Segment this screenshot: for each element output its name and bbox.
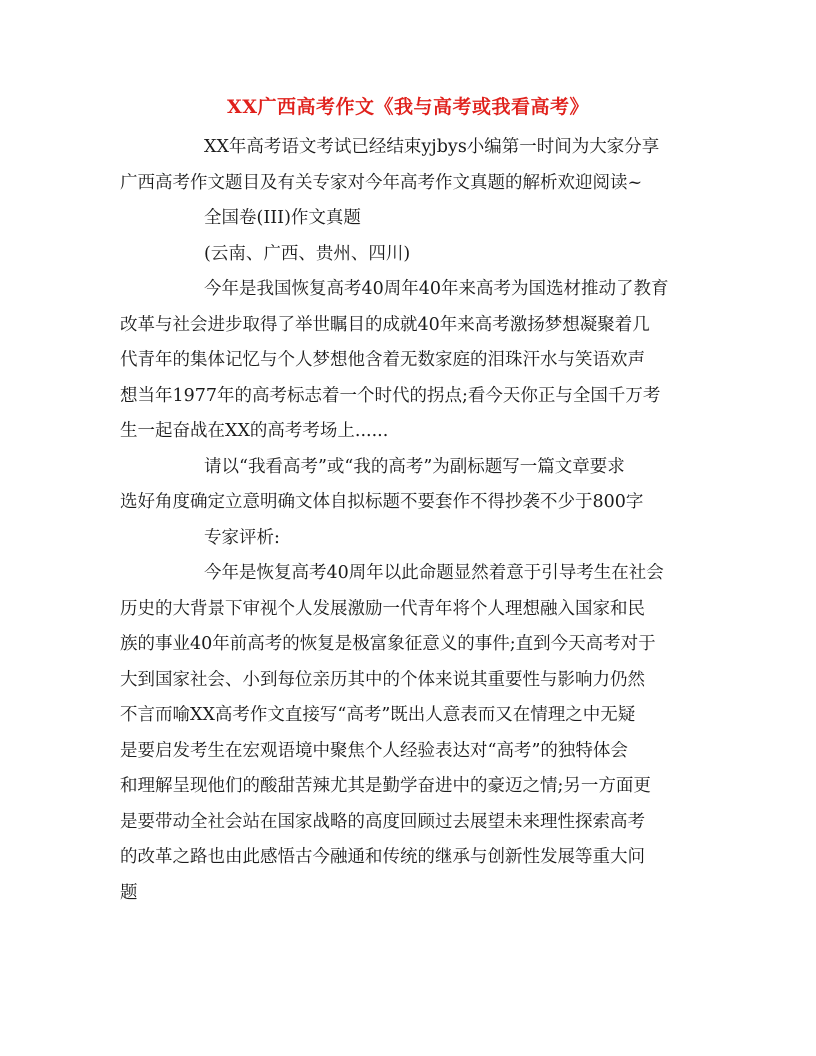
body-line: 是要带动全社会站在国家战略的高度回顾过去展望未来理性探索高考 [120, 811, 645, 832]
body-line: XX年高考语文考试已经结束yjbys小编第一时间为大家分享 [204, 137, 660, 157]
body-line: 请以“我看高考”或“我的高考”为副标题写一篇文章要求 [204, 456, 625, 477]
body-line: 题 [120, 882, 138, 903]
body-line: 历史的大背景下审视个人发展激励一代青年将个人理想融入国家和民 [120, 598, 645, 619]
body-line: 想当年1977年的高考标志着一个时代的拐点;看今天你正与全国千万考 [120, 385, 661, 406]
body-line: 今年是恢复高考40周年以此命题显然着意于引导考生在社会 [204, 563, 664, 583]
document-body [120, 130, 696, 911]
body-line: 专家评析: [204, 527, 280, 548]
body-line: 代青年的集体记忆与个人梦想他含着无数家庭的泪珠汗水与笑语欢声 [120, 350, 645, 370]
body-line: 是要启发考生在宏观语境中聚焦个人经验表达对“高考”的独特体会 [120, 740, 628, 761]
body-line: 族的事业40年前高考的恢复是极富象征意义的事件;直到今天高考对于 [120, 634, 656, 654]
document-title: XX广西高考作文《我与高考或我看高考》 [227, 96, 589, 118]
body-line: (云南、广西、贵州、四川) [204, 243, 411, 264]
body-line: 改革与社会进步取得了举世瞩目的成就40年来高考激扬梦想凝聚着几 [120, 314, 650, 335]
body-line: 全国卷(III)作文真题 [204, 208, 361, 228]
body-line: 大到国家社会、小到每位亲历其中的个体来说其重要性与影响力仍然 [120, 669, 645, 690]
body-line: 今年是我国恢复高考40周年40年来高考为国选材推动了教育 [204, 279, 669, 299]
body-line: 选好角度确定立意明确文体自拟标题不要套作不得抄袭不少于800字 [120, 492, 644, 512]
body-line: 生一起奋战在XX的高考考场上...... [120, 421, 389, 441]
body-line: 和理解呈现他们的酸甜苦辣尤其是勤学奋进中的豪迈之情;另一方面更 [120, 776, 651, 796]
body-line: 广西高考作文题目及有关专家对今年高考作文真题的解析欢迎阅读~ [120, 172, 643, 193]
body-line: 的改革之路也由此感悟古今融通和传统的继承与创新性发展等重大问 [120, 847, 645, 867]
body-line: 不言而喻XX高考作文直接写“高考”既出人意表而又在情理之中无疑 [120, 705, 636, 725]
